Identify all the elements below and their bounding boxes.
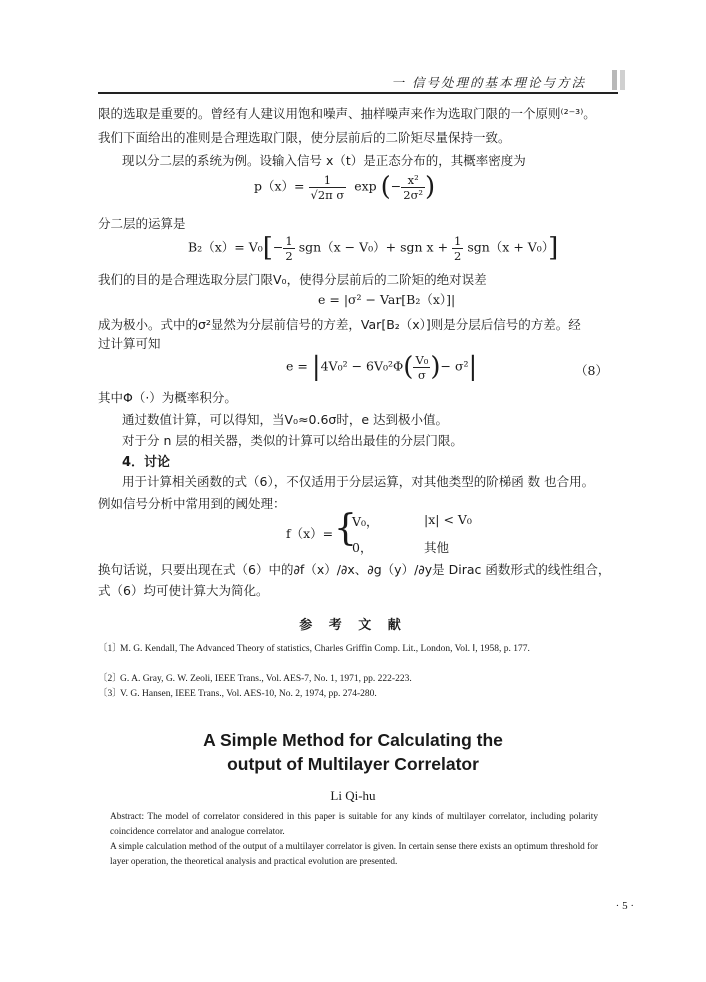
body-line: 对于分 n 层的相关器，类似的计算可以给出最佳的分层门限。 — [122, 433, 463, 448]
reference-item: 〔1〕 M. G. Kendall, The Advanced Theory of statistics, Charles Griffin Comp. Lit., London, Vol. Ⅰ, 1958, p. 177. — [98, 644, 530, 654]
abstract-paragraph: Abstract: The model of correlator considered in this paper is suitable for any kinds of multilayer correlator, including polarity coincidence correlator and analogue correlator. — [110, 812, 598, 837]
equation-threshold: f（x）= { V₀， |x| < V₀ 0， 其他 — [286, 508, 472, 555]
header-bar — [620, 70, 625, 90]
eq-lhs: p（x）= — [254, 178, 305, 194]
body-line: 过计算可知 — [98, 336, 161, 351]
body-line: 现以分二层的系统为例。设输入信号 x（t）是正态分布的，其概率密度为 — [122, 153, 526, 168]
body-line: 用于计算相关函数的式（6），不仅适用于分层运算，对其他类型的阶梯函 数 也合用。 — [122, 474, 595, 489]
body-line: 分二层的运算是 — [98, 216, 186, 231]
equation-error: e = |σ² − Var[B₂（x）]| — [318, 292, 456, 307]
running-head: 一 信号处理的基本理论与方法 — [391, 75, 586, 90]
page-number: · 5 · — [615, 900, 634, 912]
fraction: $\frac{\text{V₀}}{\sigma}$ — [415, 352, 429, 382]
english-title-line: output of Multilayer Correlator — [227, 754, 479, 774]
body-line: 其中Φ（·）为概率积分。 — [98, 390, 237, 405]
section-heading: 4．讨论 — [122, 455, 171, 470]
body-line: 式（6）均可使计算大为简化。 — [98, 583, 269, 598]
body-line: 通过数值计算，可以得知，当V₀≈0.6σ时，e 达到极小值。 — [122, 412, 449, 427]
fraction: $\frac{1}{\text{√2π σ}}$ — [310, 172, 345, 202]
references-title: 参 考 文 献 — [299, 618, 407, 633]
body-line: 我们的目的是合理选取分层门限V₀，使得分层前后的二阶矩的绝对误差 — [98, 272, 487, 287]
equation-number: （8） — [575, 363, 608, 378]
fraction: $\frac{\text{x²}}{\text{2σ²}}$ — [403, 172, 424, 202]
body-line: 换句话说，只要出现在式（6）中的∂f（x）/∂x、∂g（y）/∂y是 Dirac 函数形式的线性组合， — [98, 562, 611, 577]
body-line: 限的选取是重要的。曾经有人建议用饱和噪声、抽样噪声来作为选取门限的一个原则⁽²⁻³⁾。 — [98, 106, 596, 121]
reference-item: 〔3〕 V. G. Hansen, IEEE Trans., Vol. AES-10, No. 2, 1974, pp. 274-280. — [98, 689, 377, 699]
equation-layer-op: B₂（x）= V₀[− $\frac{1}{2}$ sgn（x − V₀）+ sgn x + $\frac{1}{2}$ sgn（x + V₀）] — [188, 233, 559, 263]
equation-density: p（x）= $\frac{1}{\text{√2π σ}}$ exp (− $\frac{\text{x²}}{\text{2σ²}}$ ) — [254, 172, 436, 202]
body-line: 我们下面给出的准则是合理选取门限，使分层前后的二阶矩尽量保持一致。 — [98, 130, 511, 145]
fraction: $\frac{1}{2}$ — [454, 233, 462, 263]
english-title-line: A Simple Method for Calculating the — [203, 730, 503, 750]
header-bar — [612, 70, 617, 90]
reference-item: 〔2〕 G. A. Gray, G. W. Zeoli, IEEE Trans., Vol. AES-7, No. 1, 1971, pp. 222-223. — [98, 674, 412, 684]
equation-result: e = |4V₀² − 6V₀²Φ( $\frac{\text{V₀}}{\sigma}$ )− σ²| — [286, 352, 478, 382]
fraction: $\frac{1}{2}$ — [285, 233, 293, 263]
author: Li Qi-hu — [330, 788, 376, 803]
body-line: 成为极小。式中的σ²显然为分层前信号的方差，Var[B₂（x）]则是分层后信号的方差。经 — [98, 317, 581, 332]
header-rule — [98, 92, 618, 94]
abstract-paragraph: A simple calculation method of the output of a multilayer correlator is given. In certain sense there exists an optimum threshold for layer operation, the theoretical analysis and practical evolution are presented. — [110, 842, 598, 867]
body-line: 例如信号分析中常用到的阈处理： — [98, 496, 286, 511]
